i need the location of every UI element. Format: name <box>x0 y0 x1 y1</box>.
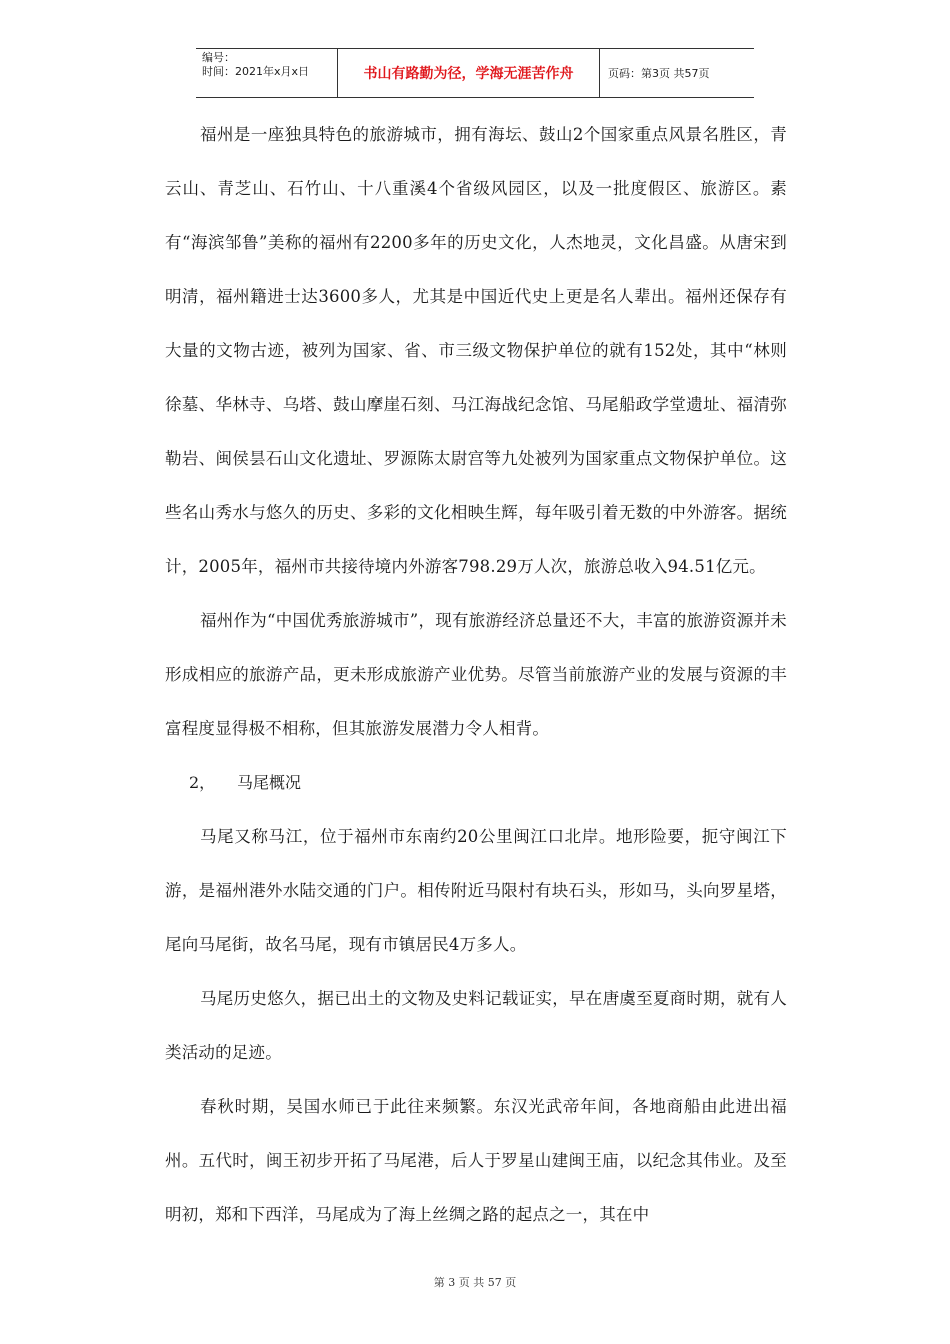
header-table <box>196 48 754 98</box>
number-label: 编号： <box>202 51 235 64</box>
paragraph: 春秋时期，吴国水师已于此往来频繁。东汉光武帝年间，各地商船由此进出福州。五代时，闽王初步开拓了马尾港，后人于罗星山建闽王庙，以纪念其伟业。及至明初，郑和下西洋，马尾成为了海上丝绸之路的起点之一，其在中 <box>165 1097 787 1224</box>
time-label: 时间：2021年x月x日 <box>202 65 310 78</box>
paragraph: 福州作为“中国优秀旅游城市”，现有旅游经济总量还不大，丰富的旅游资源并未形成相应的旅游产品，更未形成旅游产业优势。尽管当前旅游产业的发展与资源的丰富程度显得极不相称，但其旅游发展潜力令人相背。 <box>165 611 787 738</box>
paragraph: 马尾历史悠久，据已出土的文物及史料记载证实，早在唐虞至夏商时期，就有人类活动的足迹。 <box>165 989 787 1062</box>
document-body <box>165 108 787 1242</box>
page-footer: 第 3 页 共 57 页 <box>433 1276 517 1289</box>
header-meta-cell <box>196 49 338 97</box>
section-title: 马尾概况 <box>237 773 302 792</box>
section-number: 2， <box>189 773 216 792</box>
motto: 书山有路勤为径，学海无涯苦作舟 <box>338 49 600 97</box>
paragraph: 马尾又称马江，位于福州市东南约20公里闽江口北岸。地形险要，扼守闽江下游，是福州港外水陆交通的门户。相传附近马限村有块石头，形如马，头向罗星塔，尾向马尾街，故名马尾，现有市镇居民4万多人。 <box>165 827 787 954</box>
page-info: 页码：第3页 共57页 <box>608 67 710 80</box>
section-heading <box>165 756 787 810</box>
paragraph: 福州是一座独具特色的旅游城市，拥有海坛、鼓山2个国家重点风景名胜区，青云山、青芝山、石竹山、十八重溪4个省级风园区，以及一批度假区、旅游区。素有“海滨邹鲁”美称的福州有2200多年的历史文化，人杰地灵，文化昌盛。从唐宋到明清，福州籍进士达3600多人，尤其是中国近代史上更是名人辈出。福州还保存有大量的文物古迹，被列为国家、省、市三级文物保护单位的就有152处，其中“林则徐墓、华林寺、乌塔、鼓山摩崖石刻、马江海战纪念馆、马尾船政学堂遗址、福清弥勒岩、闽侯昙石山文化遗址、罗源陈太尉宫等九处被列为国家重点文物保护单位。这些名山秀水与悠久的历史、多彩的文化相映生辉，每年吸引着无数的中外游客。据统计，2005年，福州市共接待境内外游客798.29万人次，旅游总收入94.51亿元。 <box>165 125 787 576</box>
